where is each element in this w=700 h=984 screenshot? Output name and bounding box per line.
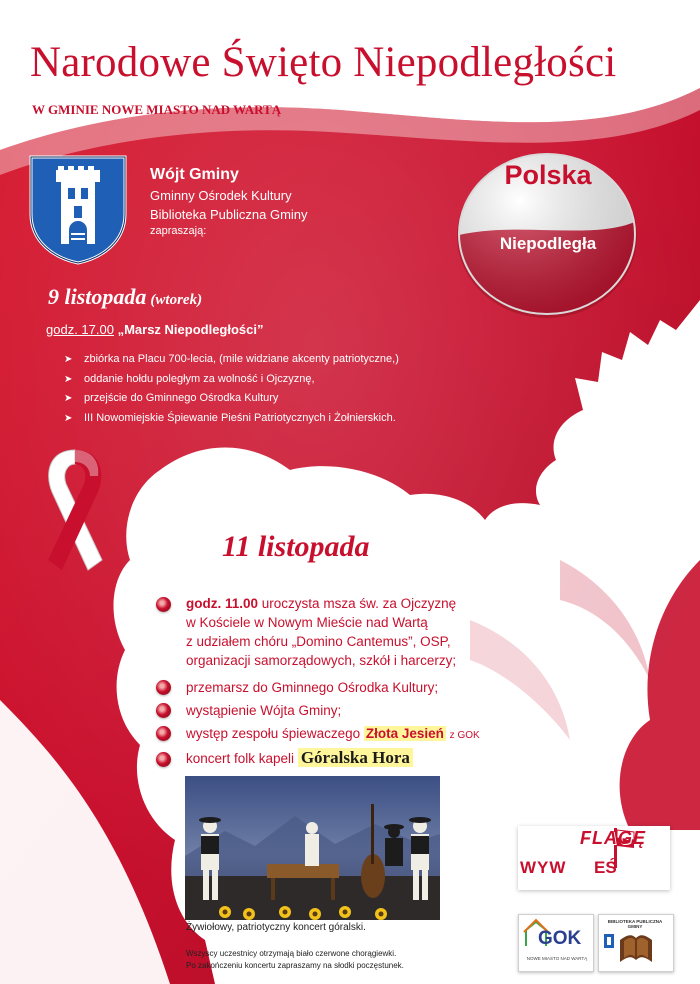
page-title: Narodowe Święto Niepodległości [30, 39, 617, 86]
host-invite: zapraszają: [150, 225, 207, 237]
bullet-dot-icon [156, 680, 171, 695]
host-gok: Gminny Ośrodek Kultury [150, 188, 292, 203]
zlota-jesien: Złota Jesień [365, 726, 444, 741]
march-to-gok: przemarsz do Gminnego Ośrodka Kultury; [186, 680, 439, 695]
page-subtitle: W GMINIE NOWE MIASTO NAD WARTĄ [32, 102, 282, 117]
march-time: godz. 17.00 [46, 322, 114, 337]
badge-niepodlegla: Niepodległa [499, 234, 597, 253]
concert-photo [185, 776, 440, 920]
bullet-dot-icon [156, 752, 171, 767]
arrow-icon: ➤ [64, 354, 73, 365]
list-item: ➤ III Nowomiejskie Śpiewanie Pieśni Patriotycznych i Żołnierskich. [64, 409, 399, 429]
ribbon-icon [30, 442, 120, 577]
mass-time: godz. 11.00 [186, 596, 259, 611]
library-text: BIBLIOTEKA PUBLICZNA GMINY [607, 919, 663, 929]
photo-caption: Żywiołowy, patriotyczny koncert góralski. [186, 922, 366, 933]
mass-event: godz. 11.00 uroczysta msza św. za Ojczyznę w Kościele w Nowym Mieście nad Wartą z udziałem chóru „Domino Cantemus”, OSP, organizacji samorządowych, szkół i harcerzy; [186, 596, 457, 668]
date-9-november [48, 284, 202, 310]
coat-of-arms-icon [28, 154, 128, 266]
library-books-icon [602, 928, 668, 968]
march-name: „Marsz Niepodległości” [117, 322, 264, 337]
march-event [46, 322, 264, 337]
host-biblioteka: Biblioteka Publiczna Gminy [150, 207, 308, 222]
gok-text: GOK [538, 928, 582, 949]
wyw-text: WYW [520, 858, 567, 877]
folk-concert: koncert folk kapeli Góralska Hora [186, 748, 413, 768]
bullet-dot-icon [156, 703, 171, 718]
date-11-november: 11 listopada [222, 530, 370, 563]
es-text: EŚ [594, 858, 617, 877]
goralska-hora: Góralska Hora [298, 748, 413, 767]
arrow-icon: ➤ [64, 373, 73, 385]
hosts-block [150, 164, 308, 238]
host-wojt: Wójt Gminy [150, 166, 239, 183]
date-9-label: 9 listopada [48, 284, 147, 309]
wojt-speech: wystąpienie Wójta Gminy; [186, 703, 342, 718]
list-item: ➤ zbiórka na Placu 700-lecia, (mile widziane akcenty patriotyczne,) [64, 350, 399, 370]
list-item: ➤ oddanie hołdu poległym za wolność i Ojczyznę, [64, 370, 399, 390]
list-item: ➤ przejście do Gminnego Ośrodka Kultury [64, 389, 399, 409]
bullet-dot-icon [156, 597, 171, 612]
badge-polska: Polska [504, 160, 592, 190]
march-items-list [64, 350, 399, 428]
gok-subtext: NOWE MIASTO NAD WARTĄ [526, 956, 588, 961]
bullet-dot-icon [156, 726, 171, 741]
choir-performance: występ zespołu śpiewaczego Złota Jesień z GOK [186, 726, 480, 741]
bottom-notes: Wszyscy uczestnicy otrzymają biało czerwone chorągiewki. Po zakończeniu koncertu zapraszamy na słodki poczęstunek. [186, 949, 404, 970]
arrow-icon: ➤ [64, 412, 73, 424]
flage-text: FLAGĘ [580, 828, 646, 848]
date-9-weekday: (wtorek) [150, 292, 203, 308]
arrow-icon: ➤ [64, 393, 73, 404]
